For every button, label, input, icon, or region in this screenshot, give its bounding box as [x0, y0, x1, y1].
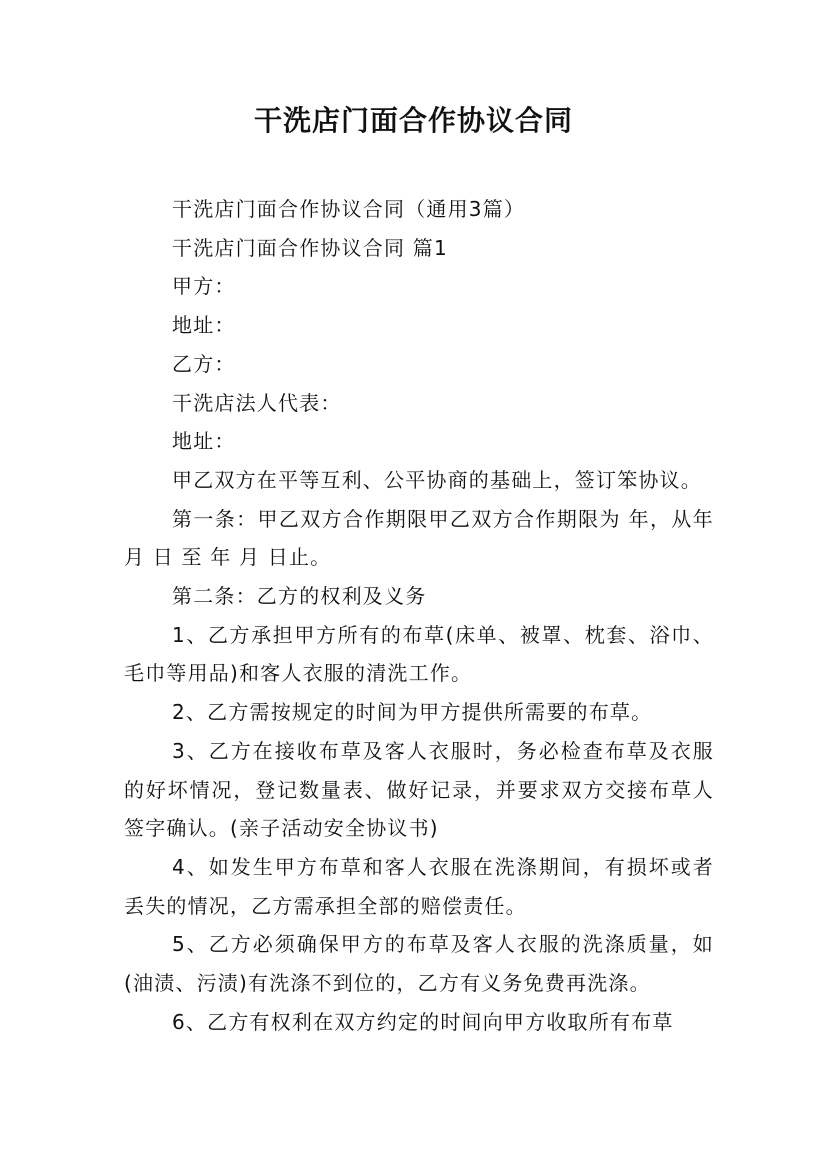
paragraph-party-a-address: 地址：: [172, 313, 236, 338]
paragraph-legal-representative: 干洗店法人代表：: [172, 390, 342, 415]
paragraph-clause-5: 5、乙方必须确保甲方的布草及客人衣服的洗涤质量，如(油渍、污渍)有洗涤不到位的，乙方有义务免费再洗涤。: [124, 932, 714, 996]
paragraph-article-1: 第一条：甲乙双方合作期限甲乙双方合作期限为 年，从年 月 日 至 年 月 日止。: [124, 506, 714, 570]
paragraph-party-a: 甲方：: [172, 274, 236, 299]
paragraph-preamble: 甲乙双方在平等互利、公平协商的基础上，签订笨协议。: [172, 467, 702, 492]
paragraph-party-b-address: 地址：: [172, 429, 236, 454]
paragraph-clause-2: 2、乙方需按规定的时间为甲方提供所需要的布草。: [172, 700, 653, 725]
paragraph-clause-4: 4、如发生甲方布草和客人衣服在洗涤期间，有损坏或者丢失的情况，乙方需承担全部的赔偿责任。: [124, 854, 714, 918]
paragraph-clause-3: 3、乙方在接收布草及客人衣服时，务必检查布草及衣服的好坏情况，登记数量表、做好记录，并要求双方交接布草人签字确认。(亲子活动安全协议书): [124, 738, 714, 841]
paragraph-section-heading: 干洗店门面合作协议合同 篇1: [172, 235, 448, 260]
document-title: 干洗店门面合作协议合同: [253, 104, 573, 137]
paragraph-clause-1: 1、乙方承担甲方所有的布草(床单、被罩、枕套、浴巾、毛巾等用品)和客人衣服的清洗工作。: [124, 622, 714, 686]
paragraph-clause-6: 6、乙方有权利在双方约定的时间向甲方收取所有布草: [172, 1009, 674, 1034]
paragraph-subtitle: 干洗店门面合作协议合同（通用3篇）: [172, 197, 526, 221]
document-body: [124, 190, 714, 1041]
paragraph-article-2: 第二条：乙方的权利及义务: [172, 584, 427, 609]
paragraph-party-b: 乙方：: [172, 351, 236, 376]
